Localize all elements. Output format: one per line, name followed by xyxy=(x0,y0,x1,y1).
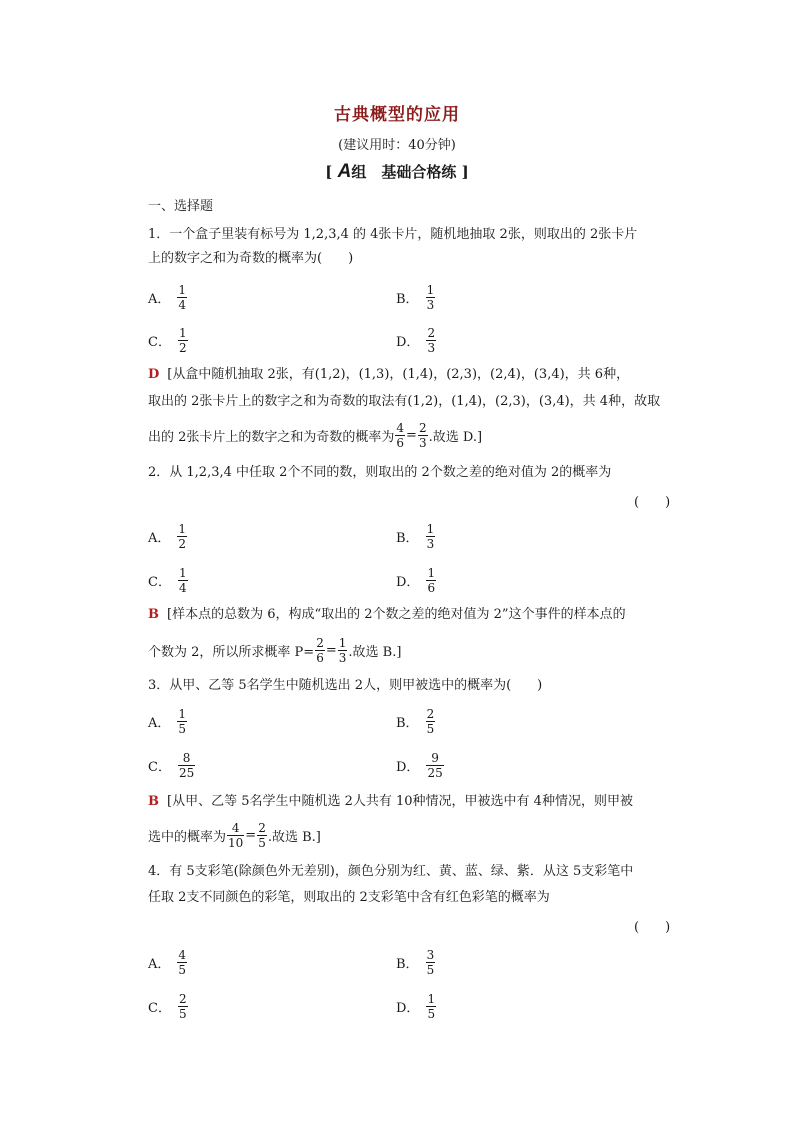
option-fraction xyxy=(178,566,188,595)
solution-fraction xyxy=(227,821,244,850)
q3-solution-line2 xyxy=(148,816,321,854)
option-label: A． xyxy=(148,291,171,307)
option-label: B． xyxy=(396,715,419,731)
option-label: B． xyxy=(396,291,419,307)
q1-solution-line3 xyxy=(148,416,482,454)
denominator: 5 xyxy=(426,721,435,736)
solution-text: [样本点的总数为 6，构成“取出的 2个数之差的绝对值为 2”这个事件的样本点的 xyxy=(167,607,626,622)
q4-option-d xyxy=(396,987,437,1025)
denominator: 6 xyxy=(316,650,324,665)
q3-solution-line1 xyxy=(148,793,633,811)
option-label: A． xyxy=(148,715,171,731)
solution-text: [从盒中随机抽取 2张，有(1,2)，(1,3)，(1,4)，(2,3)，(2,4)，(3,4)，共 6种， xyxy=(167,367,630,382)
option-fraction xyxy=(178,751,195,780)
q2-option-d xyxy=(396,561,437,599)
option-fraction xyxy=(426,948,436,977)
group-letter: A xyxy=(337,161,352,182)
denominator: 2 xyxy=(178,340,187,355)
q1-solution-line1 xyxy=(148,366,629,384)
numerator: 2 xyxy=(426,706,435,721)
answer-letter: B xyxy=(148,794,159,809)
option-fraction xyxy=(426,566,436,595)
group-heading xyxy=(0,161,794,183)
option-fraction xyxy=(426,326,436,355)
denominator: 4 xyxy=(178,580,187,595)
solution-text: 个数为 2，所以所求概率 P= xyxy=(148,644,315,660)
solution-fraction xyxy=(418,421,428,450)
option-fraction xyxy=(426,522,436,551)
denominator: 2 xyxy=(178,536,187,551)
option-fraction xyxy=(426,751,443,780)
page-title: 古典概型的应用 xyxy=(334,105,460,125)
q2-stem-line1: 2．从 1,2,3,4 中任取 2个不同的数，则取出的 2个数之差的绝对值为 2的概率为 xyxy=(148,465,612,480)
option-label: C． xyxy=(148,759,171,775)
q2-option-a xyxy=(148,517,188,555)
q4-stem-line2: 任取 2支不同颜色的彩笔，则取出的 2支彩笔中含有红色彩笔的概率为 xyxy=(148,890,550,905)
numerator: 2 xyxy=(418,420,427,435)
q1-solution-line2: 取出的 2张卡片上的数字之和为奇数的取法有(1,2)，(1,4)，(2,3)，(3,4)，共 4种，故取 xyxy=(148,394,661,409)
q4-option-b xyxy=(396,943,436,981)
numerator: 2 xyxy=(258,820,266,835)
group-bracket-close: ] xyxy=(461,163,469,181)
numerator: 4 xyxy=(231,820,240,835)
solution-fraction xyxy=(338,636,348,665)
q2-answer-blank: ( ) xyxy=(634,495,671,510)
denominator: 5 xyxy=(178,962,187,977)
numerator: 9 xyxy=(431,750,439,765)
option-label: D． xyxy=(396,1000,420,1016)
q3-option-c xyxy=(148,746,196,784)
solution-fraction xyxy=(315,636,325,665)
q2-option-b xyxy=(396,517,436,555)
q4-option-a xyxy=(148,943,188,981)
numerator: 1 xyxy=(178,521,187,536)
numerator: 1 xyxy=(338,635,347,650)
option-fraction xyxy=(178,326,188,355)
numerator: 2 xyxy=(178,991,187,1006)
option-label: B． xyxy=(396,956,419,972)
denominator: 3 xyxy=(338,650,347,665)
numerator: 1 xyxy=(427,565,436,580)
numerator: 1 xyxy=(178,706,187,721)
denominator: 25 xyxy=(427,765,443,780)
numerator: 8 xyxy=(182,750,191,765)
denominator: 10 xyxy=(228,835,244,850)
option-label: D． xyxy=(396,334,420,350)
option-fraction xyxy=(177,707,187,736)
equals-sign: = xyxy=(325,642,337,658)
q3-option-b xyxy=(396,702,436,740)
option-label: C． xyxy=(148,574,171,590)
numerator: 2 xyxy=(316,635,324,650)
numerator: 1 xyxy=(178,282,187,297)
denominator: 4 xyxy=(178,297,187,312)
solution-text: [从甲、乙等 5名学生中随机选 2人共有 10种情况，甲被选中有 4种情况，则甲被 xyxy=(167,794,633,809)
option-fraction xyxy=(426,283,436,312)
option-fraction xyxy=(177,522,187,551)
q1-stem-line2: 上的数字之和为奇数的概率为( ) xyxy=(148,251,354,266)
q1-option-b xyxy=(396,278,436,316)
option-label: D． xyxy=(396,574,420,590)
option-label: A． xyxy=(148,956,171,972)
numerator: 3 xyxy=(426,947,435,962)
solution-text: 选中的概率为 xyxy=(148,829,227,845)
denominator: 5 xyxy=(258,835,266,850)
solution-text: 出的 2张卡片上的数字之和为奇数的概率为 xyxy=(148,429,395,445)
denominator: 25 xyxy=(178,765,195,780)
solution-text: .故选 B.] xyxy=(267,829,321,845)
option-label: A． xyxy=(148,530,171,546)
numerator: 1 xyxy=(178,565,187,580)
option-label: B． xyxy=(396,530,419,546)
equals-sign: = xyxy=(406,427,417,443)
denominator: 3 xyxy=(418,435,427,450)
answer-letter: B xyxy=(148,607,159,622)
denominator: 3 xyxy=(426,297,435,312)
section-heading: 一、选择题 xyxy=(148,199,214,214)
solution-text: .故选 B.] xyxy=(348,644,402,660)
denominator: 3 xyxy=(427,340,436,355)
solution-text: .故选 D.] xyxy=(428,429,483,445)
suggested-time: (建议用时：40分钟) xyxy=(338,138,456,153)
solution-fraction xyxy=(395,421,405,450)
option-label: D． xyxy=(396,759,420,775)
q1-stem-line1: 1．一个盒子里装有标号为 1,2,3,4 的 4张卡片，随机地抽取 2张，则取出的 2张卡片 xyxy=(148,227,638,242)
denominator: 5 xyxy=(426,962,435,977)
q3-option-a xyxy=(148,702,188,740)
option-fraction xyxy=(177,948,187,977)
equals-sign: = xyxy=(245,827,257,843)
numerator: 2 xyxy=(427,325,436,340)
q1-option-a xyxy=(148,278,188,316)
q3-stem-line1: 3．从甲、乙等 5名学生中随机选出 2人，则甲被选中的概率为( ) xyxy=(148,678,543,693)
numerator: 1 xyxy=(426,521,435,536)
numerator: 1 xyxy=(427,991,436,1006)
option-fraction xyxy=(426,707,436,736)
option-fraction xyxy=(177,283,187,312)
denominator: 3 xyxy=(426,536,435,551)
q3-option-d xyxy=(396,746,445,784)
q1-option-d xyxy=(396,321,437,359)
option-label: C． xyxy=(148,1000,171,1016)
numerator: 4 xyxy=(178,947,187,962)
option-fraction xyxy=(178,992,188,1021)
numerator: 1 xyxy=(426,282,435,297)
group-label: 组 基础合格练 xyxy=(351,163,457,181)
denominator: 5 xyxy=(178,721,187,736)
denominator: 5 xyxy=(427,1006,436,1021)
numerator: 1 xyxy=(178,325,187,340)
denominator: 5 xyxy=(178,1006,187,1021)
denominator: 6 xyxy=(396,435,405,450)
q1-option-c xyxy=(148,321,189,359)
denominator: 6 xyxy=(427,580,436,595)
option-fraction xyxy=(426,992,436,1021)
q4-option-c xyxy=(148,987,189,1025)
group-bracket-open: [ xyxy=(325,163,333,181)
q2-solution-line1 xyxy=(148,606,626,624)
answer-letter: D xyxy=(148,367,160,382)
solution-fraction xyxy=(257,821,267,850)
option-label: C． xyxy=(148,334,171,350)
q2-solution-line2 xyxy=(148,631,401,669)
q4-answer-blank: ( ) xyxy=(634,920,671,935)
numerator: 4 xyxy=(396,420,405,435)
q2-option-c xyxy=(148,561,189,599)
q4-stem-line1: 4．有 5支彩笔(除颜色外无差别)，颜色分别为红、黄、蓝、绿、紫．从这 5支彩笔中 xyxy=(148,864,634,879)
